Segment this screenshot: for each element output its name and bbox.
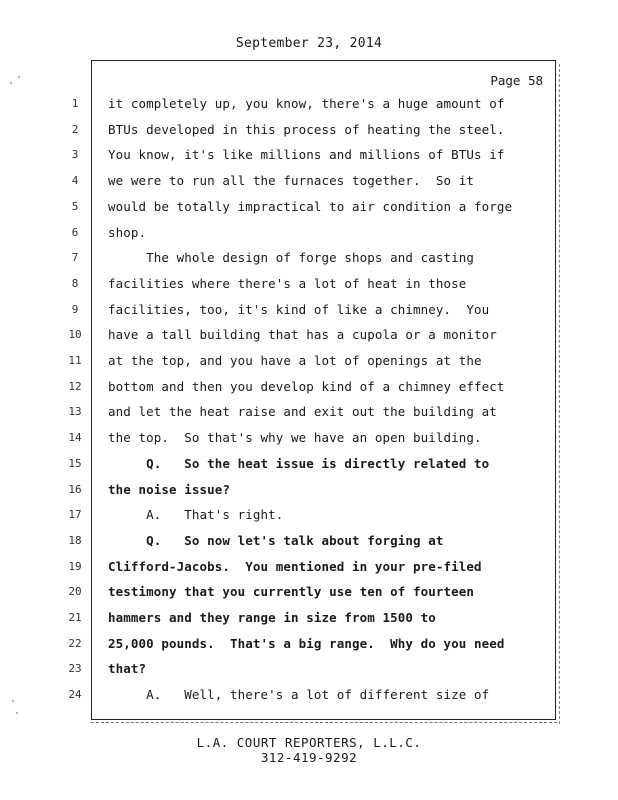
transcript-line: Q. So now let's talk about forging at: [108, 533, 444, 548]
transcript-line: 25,000 pounds. That's a big range. Why do you need: [108, 636, 505, 651]
line-number: 14: [68, 431, 82, 444]
page-number-label: Page 58: [490, 73, 543, 88]
line-number: 11: [68, 354, 82, 367]
transcript-line: testimony that you currently use ten of fourteen: [108, 584, 475, 599]
transcript-line: that?: [108, 661, 147, 676]
line-number: 7: [71, 251, 79, 264]
transcript-line: and let the heat raise and exit out the building at: [108, 404, 497, 419]
line-number: 17: [68, 508, 82, 521]
line-number: 9: [71, 303, 79, 316]
line-number: 10: [68, 328, 82, 341]
line-number: 19: [68, 560, 82, 573]
line-number: 4: [71, 174, 79, 187]
transcript-line: the noise issue?: [108, 482, 231, 497]
footer-phone: 312-419-9292: [260, 750, 358, 765]
line-number: 22: [68, 637, 82, 650]
transcript-line: The whole design of forge shops and casting: [108, 250, 475, 265]
transcript-line: You know, it's like millions and millions of BTUs if: [108, 147, 505, 162]
transcript-line: facilities, too, it's kind of like a chimney. You: [108, 302, 490, 317]
transcript-line: facilities where there's a lot of heat in those: [108, 276, 467, 291]
transcript-line: Clifford-Jacobs. You mentioned in your pre-filed: [108, 559, 482, 574]
line-number: 24: [68, 688, 82, 701]
transcript-line: at the top, and you have a lot of openings at the: [108, 353, 482, 368]
line-number: 5: [71, 200, 79, 213]
transcript-date-header: September 23, 2014: [235, 36, 383, 51]
footer-company: L.A. COURT REPORTERS, L.L.C.: [196, 735, 422, 750]
line-number: 20: [68, 585, 82, 598]
line-number: 12: [68, 380, 82, 393]
transcript-line: BTUs developed in this process of heating the steel.: [108, 122, 505, 137]
scan-speck: [16, 712, 18, 714]
line-number: 2: [71, 123, 79, 136]
transcript-line: A. Well, there's a lot of different size of: [108, 687, 490, 702]
transcript-line: the top. So that's why we have an open building.: [108, 430, 482, 445]
line-number: 8: [71, 277, 79, 290]
line-number: 13: [68, 405, 82, 418]
line-number: 15: [68, 457, 82, 470]
transcript-line: have a tall building that has a cupola or a monitor: [108, 327, 497, 342]
transcript-line: bottom and then you develop kind of a chimney effect: [108, 379, 505, 394]
frame-right-edge: [559, 64, 562, 724]
transcript-line: shop.: [108, 225, 147, 240]
line-number: 18: [68, 534, 82, 547]
frame-bottom-edge: [91, 722, 557, 725]
line-number: 3: [71, 148, 79, 161]
line-number: 6: [71, 226, 79, 239]
line-number: 1: [71, 97, 79, 110]
scan-speck: [12, 700, 14, 702]
line-number: 23: [68, 662, 82, 675]
line-number: 16: [68, 483, 82, 496]
scan-speck: [18, 76, 20, 78]
transcript-line: it completely up, you know, there's a huge amount of: [108, 96, 505, 111]
transcript-line: A. That's right.: [108, 507, 284, 522]
scan-speck: [10, 82, 12, 84]
line-number: 21: [68, 611, 82, 624]
transcript-line: hammers and they range in size from 1500 to: [108, 610, 436, 625]
transcript-line: we were to run all the furnaces together. So it: [108, 173, 475, 188]
transcript-line: Q. So the heat issue is directly related to: [108, 456, 490, 471]
transcript-line: would be totally impractical to air condition a forge: [108, 199, 513, 214]
